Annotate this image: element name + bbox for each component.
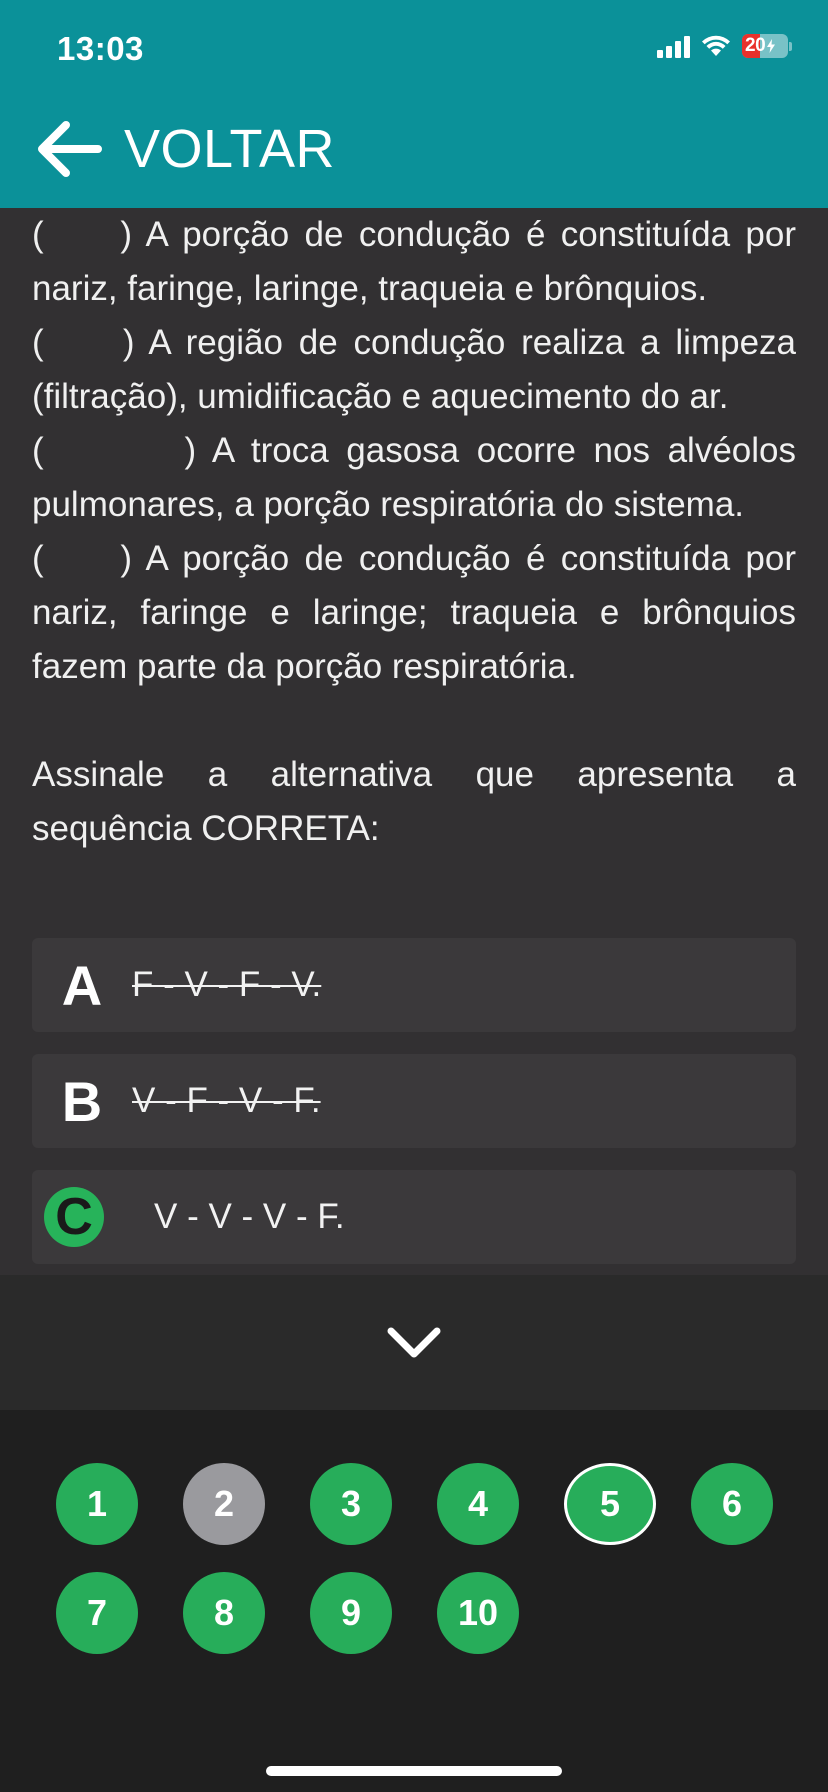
status-icons [657,34,792,58]
collapse-panel-button[interactable] [0,1275,828,1410]
statement-2: ( ) A região de condução realiza a limpeza (filtração), umidificação e aquecimento do ar. [32,323,796,416]
app-header [0,0,828,208]
option-letter: B [61,1069,103,1133]
prompt-text: Assinale a alternativa que apresenta a sequência CORRETA: [32,755,796,848]
battery-level: 20 [745,35,766,56]
question-button-5[interactable]: 5 [564,1463,656,1545]
option-letter: A [61,953,103,1017]
status-time: 13:03 [57,30,144,67]
option-a[interactable] [32,938,796,1032]
wifi-icon [700,34,732,58]
question-button-6[interactable]: 6 [691,1463,773,1545]
question-button-10[interactable]: 10 [437,1572,519,1654]
question-button-8[interactable]: 8 [183,1572,265,1654]
question-content [32,208,796,856]
option-text: V - F - V - F. [132,1081,321,1120]
question-button-3[interactable]: 3 [310,1463,392,1545]
question-navigator [0,1275,828,1792]
question-button-7[interactable]: 7 [56,1572,138,1654]
option-text: F - V - F - V. [132,965,322,1004]
question-button-4[interactable]: 4 [437,1463,519,1545]
option-c[interactable] [32,1170,796,1264]
option-b[interactable] [32,1054,796,1148]
arrow-left-icon [34,119,102,179]
statement-1: ( ) A porção de condução é constituída por nariz, faringe, laringe, traqueia e brônquios. [32,215,796,308]
selected-option-badge: C [44,1187,104,1247]
battery-icon [742,34,792,58]
charging-icon [766,39,776,53]
back-button[interactable] [34,118,335,180]
signal-icon [657,34,690,58]
question-button-9[interactable]: 9 [310,1572,392,1654]
question-button-2[interactable]: 2 [183,1463,265,1545]
back-label: VOLTAR [124,119,336,179]
question-prompt [32,748,796,856]
option-text: V - V - V - F. [154,1197,345,1236]
statement-3: ( ) A troca gasosa ocorre nos alvéolos pulmonares, a porção respiratória do sistema. [32,431,796,524]
home-indicator[interactable] [266,1766,562,1776]
chevron-down-icon [386,1326,442,1360]
question-button-1[interactable]: 1 [56,1463,138,1545]
statement-4: ( ) A porção de condução é constituída por nariz, faringe e laringe; traqueia e brônquios fazem parte da porção respiratória. [32,539,796,686]
